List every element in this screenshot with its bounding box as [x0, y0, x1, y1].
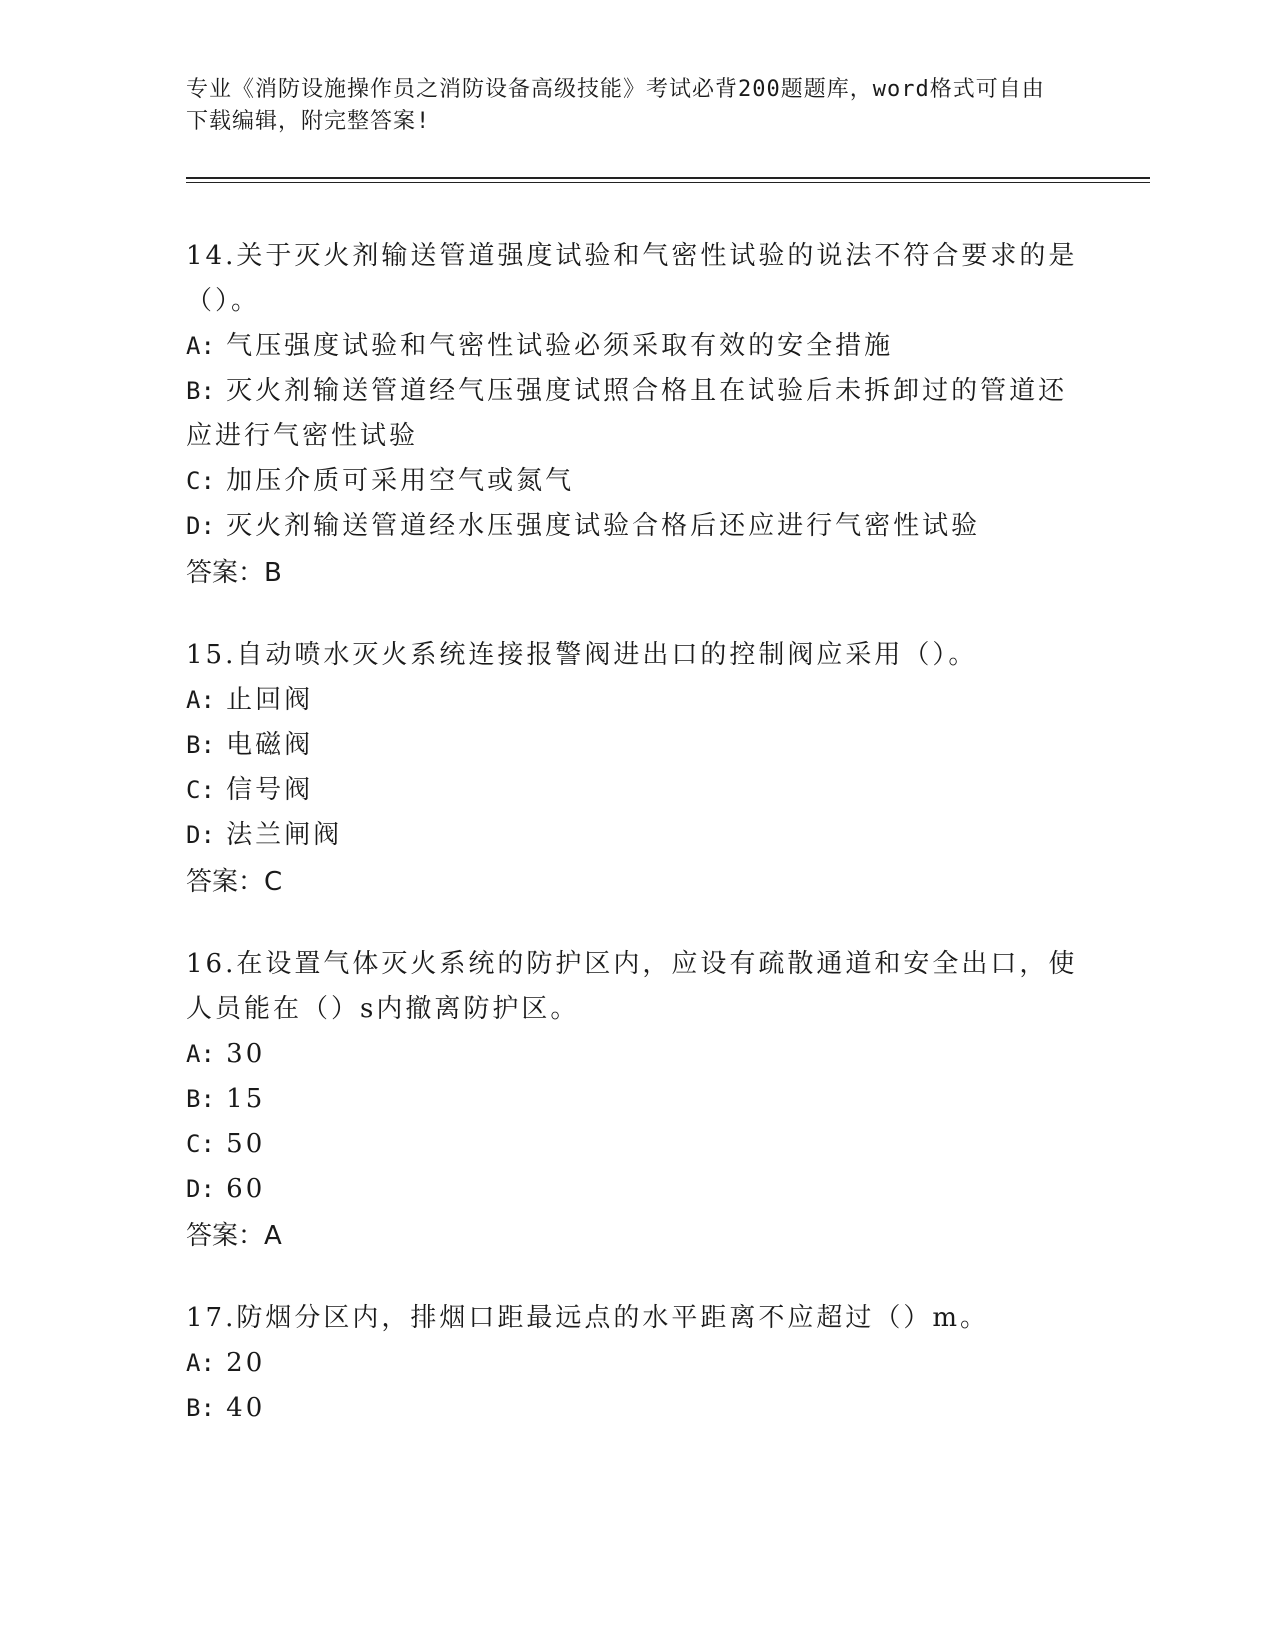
option-b: [186, 1077, 1086, 1122]
option-a: [186, 1032, 1086, 1077]
question-16: [186, 942, 1086, 1260]
option-text: 加压介质可采用空气或氮气: [226, 466, 575, 496]
option-b: [186, 369, 1086, 459]
option-text: 60: [226, 1174, 266, 1204]
option-text: 气压强度试验和气密性试验必须采取有效的安全措施: [226, 331, 894, 361]
answer-line: [186, 1212, 1086, 1260]
question-list: [186, 234, 1086, 1467]
option-d: [186, 813, 1086, 858]
option-d: [186, 1167, 1086, 1212]
answer-prefix: 答案：: [186, 1221, 265, 1251]
option-letter: D:: [186, 512, 215, 540]
option-letter: D:: [186, 821, 215, 849]
option-text: 40: [226, 1393, 266, 1423]
option-letter: C:: [186, 776, 215, 804]
question-stem: 16.在设置气体灭火系统的防护区内，应设有疏散通道和安全出口，使人员能在（）s内撤离防护区。: [186, 949, 1078, 1024]
option-letter: C:: [186, 467, 215, 495]
option-d: [186, 504, 1086, 549]
option-letter: B:: [186, 1085, 215, 1113]
question-stem: 17.防烟分区内，排烟口距最远点的水平距离不应超过（）m。: [186, 1303, 990, 1333]
option-text: 灭火剂输送管道经气压强度试照合格且在试验后未拆卸过的管道还应进行气密性试验: [186, 376, 1068, 451]
option-letter: B:: [186, 731, 215, 759]
option-text: 20: [226, 1348, 266, 1378]
option-letter: D:: [186, 1175, 215, 1203]
question-17: [186, 1296, 1086, 1431]
answer-value: C: [264, 867, 283, 897]
option-b: [186, 723, 1086, 768]
option-letter: A:: [186, 1349, 215, 1377]
option-b: [186, 1386, 1086, 1431]
question-stem: 14.关于灭火剂输送管道强度试验和气密性试验的说法不符合要求的是（）。: [186, 241, 1078, 316]
answer-line: [186, 549, 1086, 597]
option-letter: C:: [186, 1130, 215, 1158]
option-text: 信号阀: [226, 775, 314, 805]
option-letter: A:: [186, 686, 215, 714]
question-stem: 15.自动喷水灭火系统连接报警阀进出口的控制阀应采用（）。: [186, 640, 978, 670]
question-15: [186, 633, 1086, 906]
document-header: 专业《消防设施操作员之消防设备高级技能》考试必背200题题库，word格式可自由下载编辑，附完整答案!: [186, 77, 1045, 134]
option-text: 法兰闸阀: [226, 820, 343, 850]
option-text: 灭火剂输送管道经水压强度试验合格后还应进行气密性试验: [226, 511, 981, 541]
answer-line: [186, 858, 1086, 906]
option-letter: A:: [186, 332, 215, 360]
option-text: 15: [226, 1084, 266, 1114]
answer-prefix: 答案：: [186, 558, 265, 588]
option-a: [186, 1341, 1086, 1386]
option-text: 止回阀: [226, 685, 314, 715]
option-c: [186, 1122, 1086, 1167]
option-letter: B:: [186, 1394, 215, 1422]
question-14: [186, 234, 1086, 597]
option-a: [186, 678, 1086, 723]
header-divider-thick: [186, 177, 1150, 179]
option-letter: B:: [186, 377, 215, 405]
option-text: 50: [226, 1129, 266, 1159]
answer-prefix: 答案：: [186, 867, 265, 897]
option-letter: A:: [186, 1040, 215, 1068]
option-c: [186, 459, 1086, 504]
answer-value: A: [264, 1221, 282, 1251]
option-c: [186, 768, 1086, 813]
header-divider-thin: [186, 182, 1150, 183]
option-a: [186, 324, 1086, 369]
option-text: 30: [226, 1039, 266, 1069]
answer-value: B: [264, 558, 282, 588]
option-text: 电磁阀: [226, 730, 314, 760]
